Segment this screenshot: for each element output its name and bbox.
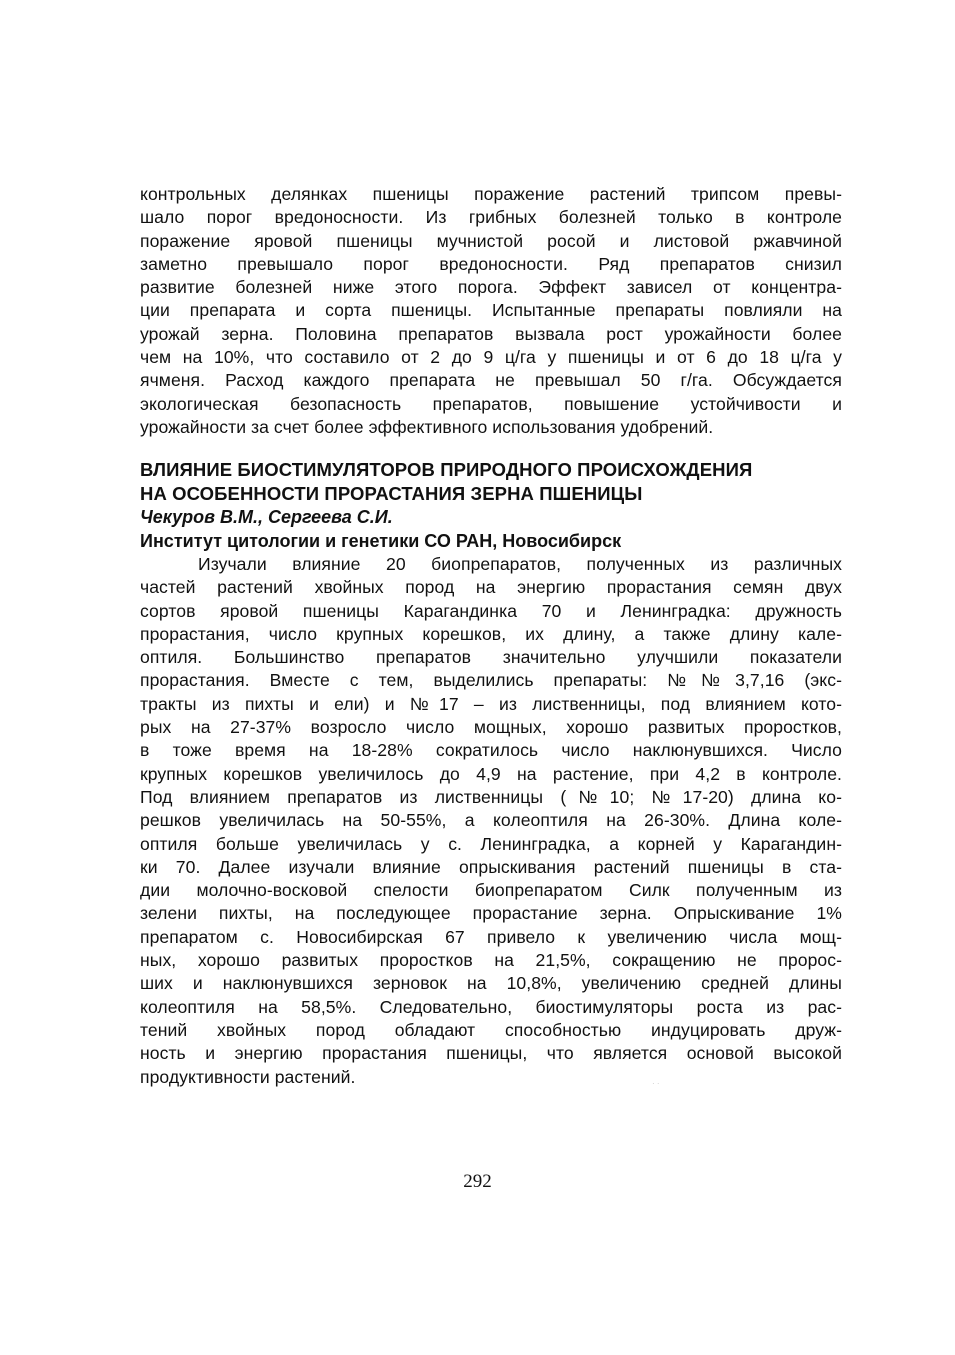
- text-line: шало порог вредоносности. Из грибных болезней только в контроле: [140, 207, 842, 228]
- text-line: урожайности за счет более эффективного использования удобрений.: [140, 416, 714, 437]
- text-line: крупных корешков увеличилось до 4,9 на растение, при 4,2 в контроле.: [140, 763, 842, 784]
- text-line: контрольных делянках пшеницы поражение растений трипсом превы-: [140, 184, 842, 204]
- text-line: ции препарата и сорта пшеницы. Испытанные препараты повлияли на: [140, 300, 842, 321]
- text-line: урожай зерна. Половина препаратов вызвала рост урожайности более: [140, 323, 842, 344]
- intro-paragraph: [140, 183, 842, 439]
- text-line: развитие болезней ниже этого порога. Эффект зависел от концентра-: [140, 277, 842, 298]
- page-number: 292: [463, 1171, 492, 1192]
- text-line: решков увеличилась на 50-55%, а колеоптиля на 26-30%. Длина коле-: [140, 810, 842, 831]
- text-line: прорастания, число крупных корешков, их длину, а также длину кале-: [140, 623, 842, 644]
- text-line: в тоже время на 18-28% сократилось число наклюнувшихся. Число: [140, 740, 842, 761]
- text-line: дии молочно-восковой спелости биопрепаратом Силк полученным из: [140, 880, 842, 901]
- text-line: оптиля. Большинство препаратов значительно улучшили показатели: [140, 647, 842, 668]
- text-line: оптиля больше увеличилась у с. Ленинградка, а корней у Карагандин-: [140, 833, 842, 854]
- article-institution: Институт цитологии и генетики СО РАН, Новосибирск: [140, 531, 622, 551]
- article: [140, 458, 842, 1089]
- article-body: [140, 553, 842, 1089]
- text-line: рых на 27-37% возросло число мощных, хорошо развитых проростков,: [140, 717, 842, 738]
- text-line: тракты из пихты и ели) и №17 – из лиственницы, под влиянием кото-: [140, 693, 842, 714]
- text-line: ячменя. Расход каждого препарата не превышал 50 г/га. Обсуждается: [140, 370, 842, 391]
- article-authors: Чекуров В.М., Сергеева С.И.: [140, 507, 393, 527]
- text-line: препаратом с. Новосибирская 67 привело к увеличению числа мощ-: [140, 926, 842, 947]
- text-line: колеоптиля на 58,5%. Следовательно, биостимуляторы роста из рас-: [140, 996, 842, 1017]
- text-line: чем на 10%, что составило от 2 до 9 ц/га у пшеницы и от 6 до 18 ц/га у: [140, 347, 842, 368]
- text-line: Под влиянием препаратов из лиственницы (№10; №17-20) длина ко-: [140, 786, 842, 807]
- article-title-line: ВЛИЯНИЕ БИОСТИМУЛЯТОРОВ ПРИРОДНОГО ПРОИСХОЖДЕНИЯ: [140, 459, 753, 480]
- text-line: частей растений хвойных пород на энергию прорастания семян двух: [140, 577, 842, 598]
- text-line: продуктивности растений.: [140, 1066, 356, 1087]
- text-line: ных, хорошо развитых проростков на 21,5%, сокращению не пророс-: [140, 950, 842, 971]
- text-line: поражение яровой пшеницы мучнистой росой и листовой ржавчиной: [140, 230, 842, 251]
- text-line: тений хвойных пород обладают способностью индуцировать друж-: [140, 1019, 842, 1040]
- scan-speck: · ·: [652, 1079, 660, 1088]
- text-line: ших и наклюнувшихся зерновок на 10,8%, увеличению средней длины: [140, 973, 842, 994]
- text-line: Изучали влияние 20 биопрепаратов, полученных из различных: [198, 554, 842, 574]
- text-line: экологическая безопасность препаратов, повышение устойчивости и: [140, 393, 842, 414]
- text-line: ность и энергию прорастания пшеницы, что является основой высокой: [140, 1043, 842, 1064]
- text-line: прорастания. Вместе с тем, выделились препараты: №№3,7,16 (экс-: [140, 670, 842, 691]
- text-line: зелени пихты, на последующее прорастание зерна. Опрыскивание 1%: [140, 903, 842, 924]
- text-line: сортов яровой пшеницы Карагандинка 70 и Ленинградка: дружность: [140, 600, 842, 621]
- text-line: ки 70. Далее изучали влияние опрыскивания растений пшеницы в ста-: [140, 856, 842, 877]
- text-line: заметно превышало порог вредоносности. Ряд препаратов снизил: [140, 253, 842, 274]
- article-title-line: НА ОСОБЕННОСТИ ПРОРАСТАНИЯ ЗЕРНА ПШЕНИЦЫ: [140, 483, 643, 504]
